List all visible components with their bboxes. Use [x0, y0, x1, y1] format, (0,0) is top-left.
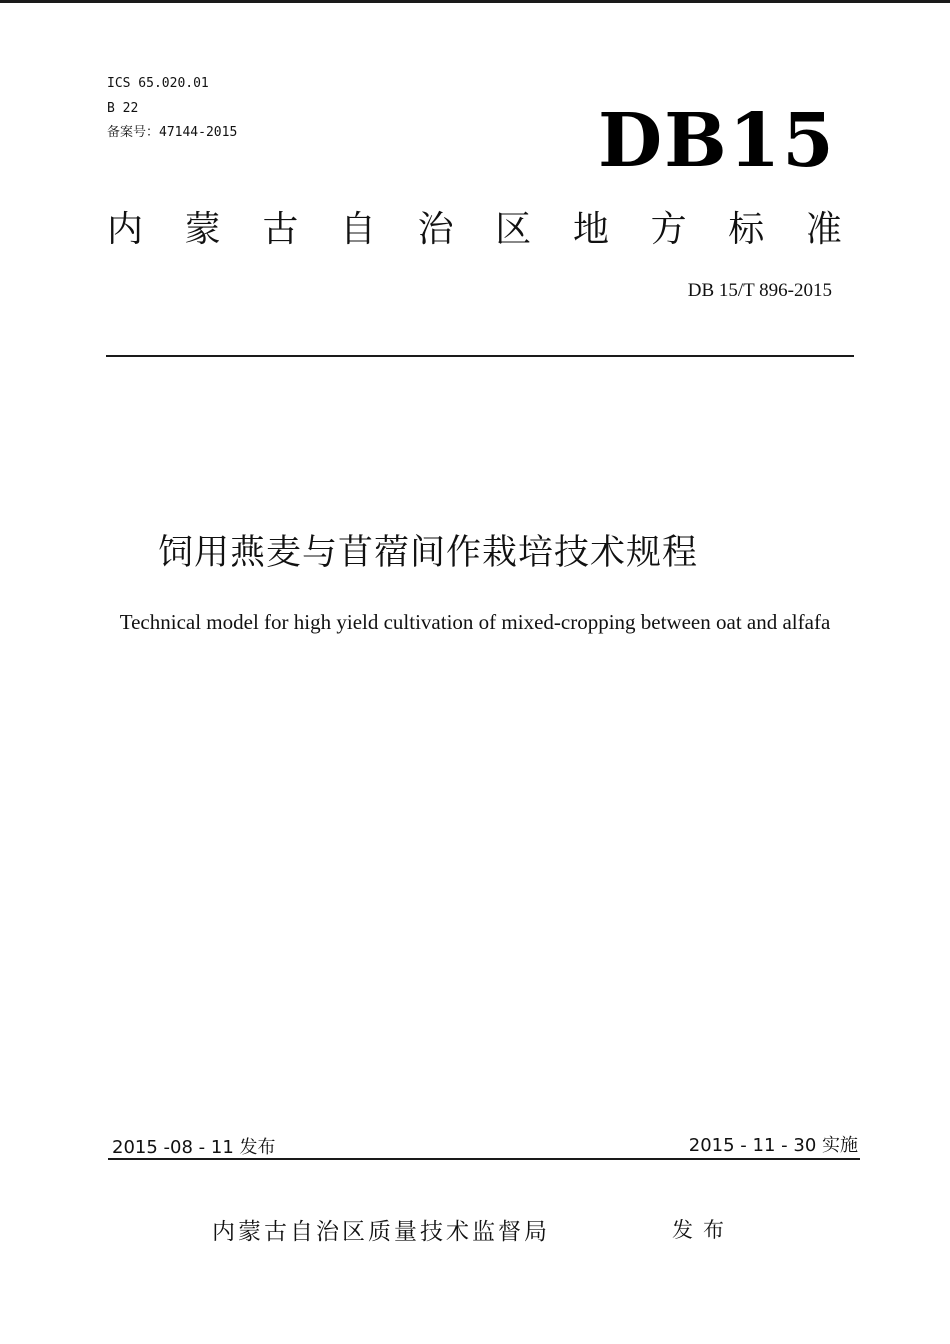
- standard-number: DB 15/T 896-2015: [687, 280, 832, 301]
- publisher-name: 内蒙古自治区质量技术监督局: [212, 1219, 550, 1245]
- classification-code: B 22: [107, 101, 139, 116]
- footer-divider: [108, 1158, 860, 1160]
- standard-type-char: 准: [805, 209, 842, 250]
- ics-code: ICS 65.020.01: [107, 76, 209, 91]
- standard-type-char: 内: [107, 209, 144, 250]
- standard-type-char: 治: [417, 209, 454, 250]
- top-border: [0, 0, 950, 3]
- chinese-title: 饲用燕麦与苜蓿间作栽培技术规程: [158, 533, 699, 573]
- standard-type-char: 区: [495, 209, 532, 250]
- standard-type-char: 地: [572, 209, 609, 250]
- standard-type-char: 古: [262, 209, 299, 250]
- db15-logo: DB15: [598, 98, 836, 184]
- standard-type-char: 蒙: [184, 209, 221, 250]
- header-divider: [106, 355, 854, 357]
- effective-date: 2015 - 11 - 30 实施: [688, 1135, 858, 1156]
- english-title: Technical model for high yield cultivation of mixed-cropping between oat and alfafa: [119, 610, 831, 634]
- publish-label: 发布: [672, 1218, 734, 1242]
- record-number: 备案号：47144-2015: [107, 125, 238, 140]
- standard-type-title: [107, 203, 842, 257]
- standard-type-char: 自: [339, 209, 376, 250]
- standard-type-char: 标: [728, 209, 765, 250]
- issue-date: 2015 -08 - 11 发布: [112, 1137, 276, 1158]
- standard-type-char: 方: [650, 209, 687, 250]
